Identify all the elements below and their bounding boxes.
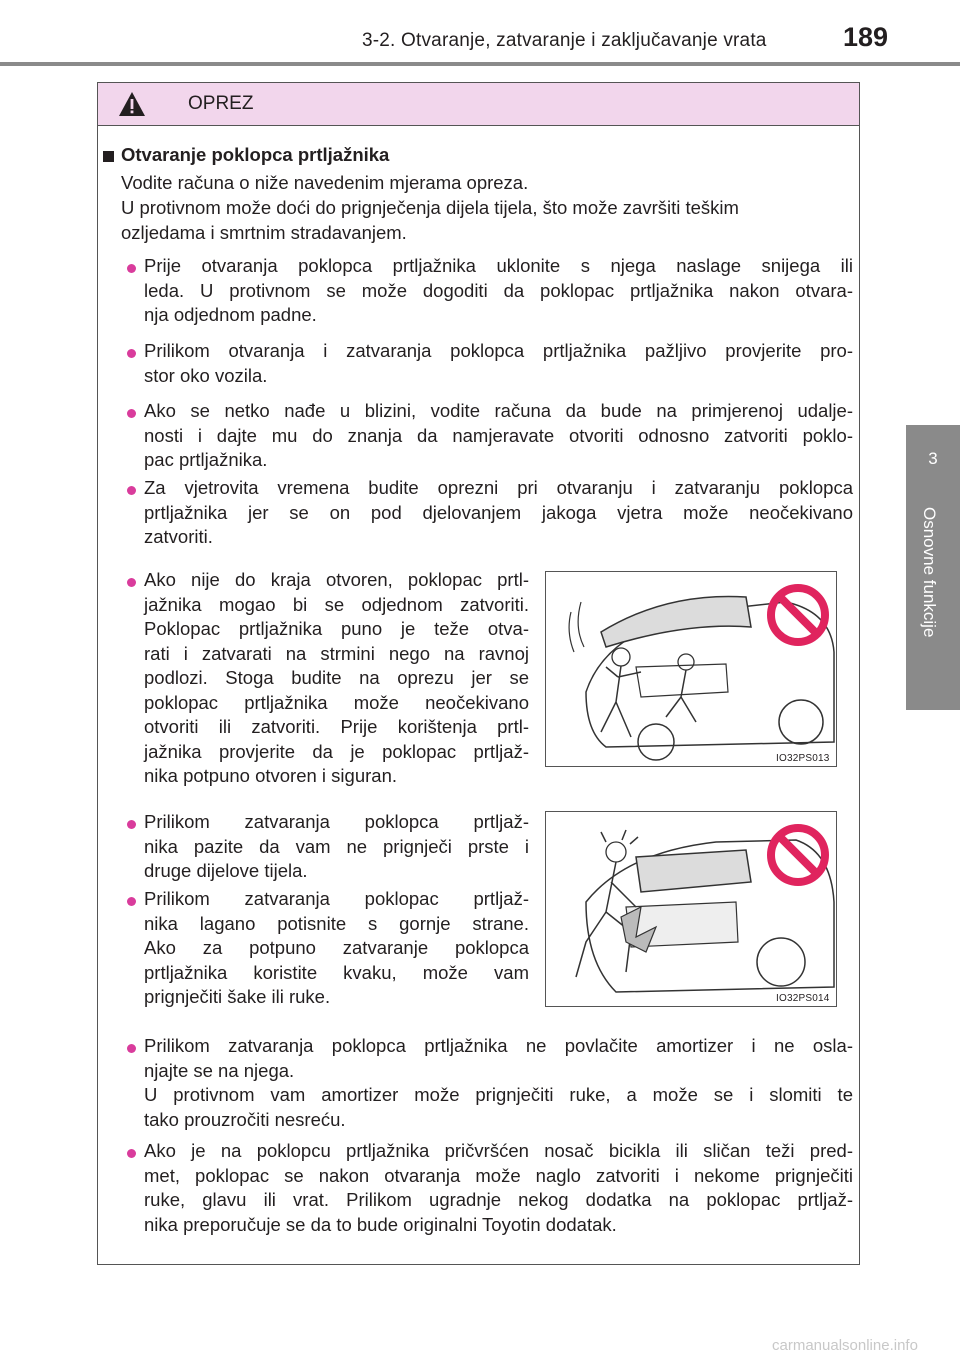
intro-line: U protivnom može doći do prignječenja dijela tijela, što može završiti teškim (121, 197, 739, 218)
chapter-label: Osnovne funkcije (920, 507, 939, 638)
bullet-dot (127, 1044, 136, 1053)
header-rule (0, 62, 960, 66)
chapter-tab (906, 425, 960, 710)
caution-section-title: Otvaranje poklopca prtljažnika (121, 144, 390, 165)
section-square-icon (103, 151, 114, 162)
bullet-dot (127, 578, 136, 587)
bullet-text: Prije otvaranja poklopca prtljažnika uklonite s njega naslage snijega ili leda. U protivnom se može dogoditi da poklopac prtljažnika nakon otvara- nja odjednom padne. (144, 255, 853, 325)
bullet-dot (127, 820, 136, 829)
illustration-tailgate-slope (545, 571, 837, 767)
warning-triangle-icon (118, 91, 146, 117)
image-code: IO32PS013 (776, 753, 830, 764)
bullet-text: Ako se netko nađe u blizini, vodite računa da bude na primjerenoj udalje- nosti i dajte mu do znanja da namjeravate otvoriti odnosno zatvoriti poklo- pac prtljažnika. (144, 400, 853, 470)
bullet-dot (127, 1149, 136, 1158)
image-code: IO32PS014 (776, 993, 830, 1004)
bullet-dot (127, 349, 136, 358)
bullet-text: Prilikom zatvaranja poklopca prtljažnika ne povlačite amortizer i ne osla- njajte se na njega. U protivnom vam amortizer može prignječiti ruke, a može se i slomiti te tako prouzročiti nesreću. (144, 1035, 853, 1130)
section-title: 3-2. Otvaranje, zatvaranje i zaključavanje vrata (362, 30, 767, 51)
prohibited-icon (766, 823, 830, 887)
bullet-text: Ako nije do kraja otvoren, poklopac prtl- jažnika mogao bi se odjednom zatvoriti. Poklopac prtljažnika puno je teže otva- rati i zatvarati na strmini nego na ravnoj podlozi. Stoga budite na oprezu jer se poklopac prtljažnika može neočekivano otvoriti ili zatvoriti. Prije korištenja prtl- jažnika provjerite da je poklopac prtljaž- nika potpuno otvoren i siguran. (144, 569, 529, 786)
bullet-dot (127, 409, 136, 418)
illustration-tailgate-closing (545, 811, 837, 1007)
chapter-number: 3 (928, 449, 938, 468)
prohibited-icon (766, 583, 830, 647)
watermark: carmanualsonline.info (772, 1337, 918, 1354)
bullet-dot (127, 897, 136, 906)
caution-header (98, 83, 859, 126)
bullet-text: Ako je na poklopcu prtljažnika pričvršćen nosač bicikla ili sličan teži pred- met, poklopac se nakon otvaranja može naglo zatvoriti i nekome prignječiti ruke, glavu ili vrat. Prilikom ugradnje nekog dodatka na poklopac prtljaž- nika preporučuje se da to bude originalni Toyotin dodatak. (144, 1140, 853, 1235)
bullet-text: Prilikom zatvaranja poklopac prtljaž- nika lagano potisnite s gornje strane. Ako za potpuno zatvaranje poklopca prtljažnika koristite kvaku, može vam prignječiti šake ili ruke. (144, 888, 529, 1007)
bullet-dot (127, 486, 136, 495)
page-number: 189 (843, 22, 889, 52)
caution-label: OPREZ (188, 93, 254, 114)
bullet-text: Za vjetrovita vremena budite oprezni pri otvaranju i zatvaranju poklopca prtljažnika jer se on pod djelovanjem jakoga vjetra može neočekivano zatvoriti. (144, 477, 853, 547)
bullet-dot (127, 264, 136, 273)
bullet-text: Prilikom otvaranja i zatvaranja poklopca prtljažnika pažljivo provjerite pro- stor oko vozila. (144, 340, 853, 386)
bullet-text: Prilikom zatvaranja poklopca prtljaž- nika pazite da vam ne prignječi prste i druge dijelove tijela. (144, 811, 529, 881)
intro-line: ozljedama i smrtnim stradavanjem. (121, 222, 407, 243)
intro-line: Vodite računa o niže navedenim mjerama opreza. (121, 172, 529, 193)
